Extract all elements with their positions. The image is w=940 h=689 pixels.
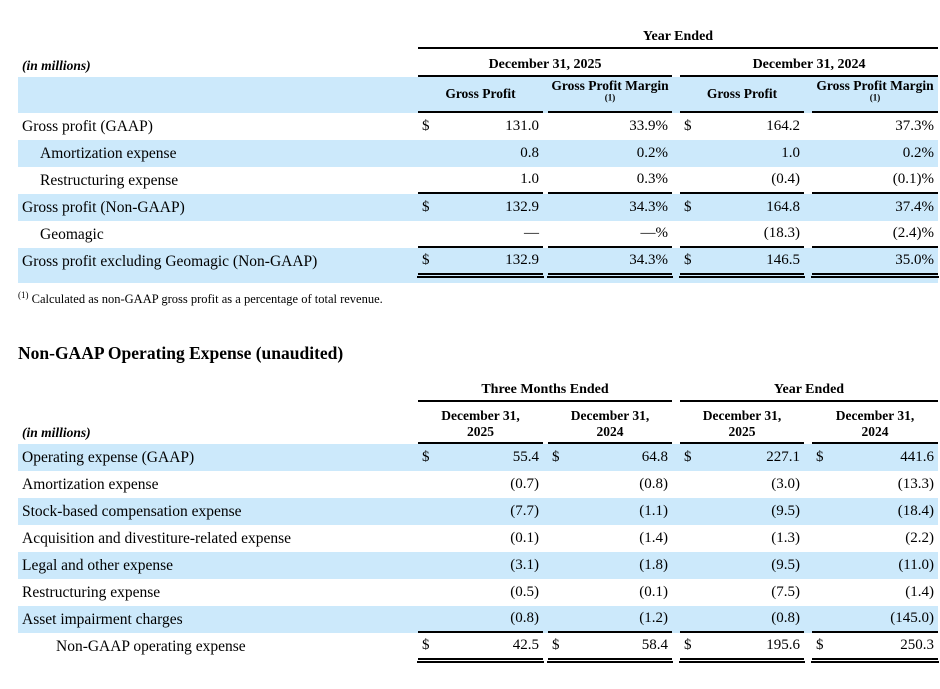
cell-value: (7.5): [771, 584, 800, 601]
cell-value: 132.9: [505, 199, 539, 215]
in-millions-label: (in millions): [22, 58, 91, 73]
date-line2: 2024: [596, 423, 624, 439]
table-row: [18, 194, 938, 221]
currency-symbol: $: [422, 637, 430, 654]
cell-value: 0.8: [520, 145, 539, 161]
date-line2: 2025: [728, 423, 756, 439]
cell-value: —: [524, 225, 539, 241]
table-cell: [548, 167, 672, 194]
span-header-year-ended: Year Ended: [680, 382, 938, 402]
cell-value: 132.9: [505, 252, 539, 268]
footnote: [18, 290, 940, 307]
table-cell: [548, 579, 672, 606]
table-cell: [812, 140, 938, 167]
currency-symbol: $: [684, 637, 692, 654]
table-cell: [812, 579, 938, 606]
currency-symbol: $: [422, 252, 430, 268]
cell-value: (1.2): [639, 610, 668, 627]
cell-value: 42.5: [512, 637, 539, 654]
currency-symbol: $: [816, 637, 824, 654]
table-cell: [680, 579, 804, 606]
table-cell: [418, 633, 543, 660]
cell-value: (1.4): [905, 584, 934, 601]
table-cell: [418, 471, 543, 498]
date-line1: December 31,: [835, 407, 915, 423]
column-header-date: [418, 408, 543, 444]
column-header-label: Gross Profit: [706, 86, 778, 102]
row-label: Stock-based compensation expense: [22, 502, 242, 520]
table-cell: [548, 194, 672, 221]
cell-value: (0.1)%: [892, 171, 934, 187]
table-cell: [812, 444, 938, 471]
cell-value: (1.4): [639, 530, 668, 547]
table-cell: [680, 167, 804, 194]
cell-value: 0.2%: [636, 145, 668, 161]
table-cell: [680, 194, 804, 221]
table-cell: [418, 498, 543, 525]
row-label: Amortization expense: [40, 144, 177, 162]
column-header-gross-profit: [680, 77, 804, 113]
table-cell: [548, 633, 672, 660]
table-row: [18, 444, 938, 471]
row-label: Gross profit excluding Geomagic (Non-GAAP): [22, 252, 318, 270]
footnote-marker: (1): [869, 92, 881, 103]
table-cell: [548, 606, 672, 633]
cell-value: (11.0): [898, 557, 934, 574]
table-cell: [680, 248, 804, 275]
table2-span-header-row: [18, 378, 938, 402]
currency-symbol: $: [422, 118, 430, 134]
cell-value: 195.6: [766, 637, 800, 654]
cell-value: 35.0%: [895, 252, 934, 268]
cell-value: 33.9%: [629, 118, 668, 134]
row-label: Geomagic: [40, 225, 104, 243]
table-row: [18, 471, 938, 498]
row-label: Restructuring expense: [40, 171, 179, 189]
cell-value: (13.3): [897, 476, 934, 493]
cell-value: 164.8: [766, 199, 800, 215]
column-header-label: Gross Profit: [445, 86, 516, 102]
cell-value: (9.5): [771, 557, 800, 574]
cell-value: (1.3): [771, 530, 800, 547]
currency-symbol: $: [552, 449, 560, 466]
table-cell: [418, 525, 543, 552]
table-cell: [548, 140, 672, 167]
table-cell: [418, 167, 543, 194]
table-cell: [812, 552, 938, 579]
table-cell: [418, 248, 543, 275]
currency-symbol: $: [422, 449, 430, 466]
table-row-total: [18, 248, 938, 283]
table-row: [18, 498, 938, 525]
cell-value: (2.2): [905, 530, 934, 547]
column-header-gross-profit: [418, 77, 543, 113]
row-label: Non-GAAP operating expense: [56, 637, 246, 655]
cell-value: (3.0): [771, 476, 800, 493]
table-cell: [680, 552, 804, 579]
footnote-marker: (1): [604, 92, 616, 103]
row-label: Restructuring expense: [22, 583, 161, 601]
cell-value: —%: [640, 225, 668, 241]
table-cell: [680, 221, 804, 248]
table-cell: [680, 633, 804, 660]
date-line2: 2025: [467, 423, 494, 439]
currency-symbol: $: [816, 449, 824, 466]
cell-value: (18.4): [897, 503, 934, 520]
period-header-2025: December 31, 2025: [418, 57, 672, 77]
cell-value: 34.3%: [629, 252, 668, 268]
table-cell: [418, 221, 543, 248]
cell-value: 34.3%: [629, 199, 668, 215]
table-cell: [680, 498, 804, 525]
row-label: Amortization expense: [22, 475, 159, 493]
cell-value: (0.4): [771, 171, 800, 187]
cell-value: 0.3%: [636, 171, 668, 187]
currency-symbol: $: [684, 252, 692, 268]
table-cell: [548, 221, 672, 248]
table-cell: [680, 444, 804, 471]
span-header-year-ended: Year Ended: [418, 29, 938, 49]
footnote-text: Calculated as non-GAAP gross profit as a percentage of total revenue.: [31, 292, 383, 307]
column-header-label: Gross Profit Margin $^{(1)}$: [551, 78, 669, 103]
table-row: [18, 221, 938, 248]
cell-value: 64.8: [641, 449, 668, 466]
table-cell: [548, 113, 672, 140]
row-label: Asset impairment charges: [22, 610, 183, 628]
column-header-date: [548, 408, 672, 444]
table-cell: [812, 221, 938, 248]
table-cell: [680, 471, 804, 498]
currency-symbol: $: [684, 199, 692, 215]
table-cell: [680, 113, 804, 140]
table-cell: [812, 498, 938, 525]
cell-value: 227.1: [766, 449, 800, 466]
cell-value: (2.4)%: [892, 225, 934, 241]
table-row: [18, 113, 938, 140]
table-cell: [418, 579, 543, 606]
table-cell: [548, 471, 672, 498]
period-header-2024: December 31, 2024: [680, 57, 938, 77]
section-title: Non-GAAP Operating Expense (unaudited): [18, 343, 344, 364]
table-cell: [548, 444, 672, 471]
table-cell: [418, 140, 543, 167]
table-cell: [680, 606, 804, 633]
table1-column-header-row: [18, 77, 938, 113]
table2-column-header-row: [18, 402, 938, 444]
table-cell: [812, 194, 938, 221]
cell-value: 146.5: [766, 252, 800, 268]
row-label: Gross profit (GAAP): [22, 117, 153, 135]
cell-value: (1.8): [639, 557, 668, 574]
table-cell: [548, 525, 672, 552]
table-cell: [812, 525, 938, 552]
table-row: [18, 579, 938, 606]
table-cell: [680, 525, 804, 552]
cell-value: (145.0): [890, 610, 934, 627]
cell-value: 55.4: [512, 449, 539, 466]
table-cell: [548, 248, 672, 275]
table-row: [18, 525, 938, 552]
table-row: [18, 552, 938, 579]
cell-value: (1.1): [639, 503, 668, 520]
cell-value: (3.1): [510, 557, 539, 574]
cell-value: (0.1): [639, 584, 668, 601]
date-line1: December 31,: [570, 407, 650, 423]
in-millions-label: (in millions): [22, 425, 91, 441]
table-cell: [812, 471, 938, 498]
cell-value: (0.8): [771, 610, 800, 627]
cell-value: 0.2%: [902, 145, 934, 161]
cell-value: (7.7): [510, 503, 539, 520]
date-line1: December 31,: [702, 407, 782, 423]
cell-value: 37.3%: [895, 118, 934, 134]
table-cell: [418, 552, 543, 579]
cell-value: 37.4%: [895, 199, 934, 215]
cell-value: 131.0: [505, 118, 539, 134]
span-header-three-months-ended: Three Months Ended: [418, 382, 672, 402]
row-label: Legal and other expense: [22, 556, 174, 574]
cell-value: 1.0: [520, 171, 539, 187]
table-cell: [418, 606, 543, 633]
table-cell: [418, 444, 543, 471]
cell-value: 250.3: [900, 637, 934, 654]
cell-value: (0.1): [510, 530, 539, 547]
cell-value: (0.8): [639, 476, 668, 493]
table-cell: [812, 167, 938, 194]
row-label: Gross profit (Non-GAAP): [22, 198, 185, 216]
operating-expense-table: [18, 378, 940, 668]
row-label: Operating expense (GAAP): [22, 448, 195, 466]
column-header-gross-profit-margin: [812, 77, 938, 113]
date-line1: December 31,: [441, 407, 520, 423]
date-line2: 2024: [861, 423, 889, 439]
column-header-gross-profit-margin: [548, 77, 672, 113]
currency-symbol: $: [422, 199, 430, 215]
table-cell: [680, 140, 804, 167]
table-row: [18, 167, 938, 194]
table-cell: [812, 113, 938, 140]
table1-span-header-row: [18, 25, 938, 49]
cell-value: 441.6: [900, 449, 934, 466]
row-label: Acquisition and divestiture-related expense: [22, 529, 292, 547]
table-cell: [418, 113, 543, 140]
cell-value: 1.0: [781, 145, 800, 161]
column-header-date: [812, 408, 938, 444]
column-header-label: Gross Profit Margin $^{(1)}$: [816, 78, 934, 103]
table-cell: [548, 498, 672, 525]
table-row-total: [18, 633, 938, 668]
currency-symbol: $: [552, 637, 560, 654]
table-row: [18, 140, 938, 167]
table1-period-header-row: [18, 49, 938, 77]
gross-profit-table: [18, 25, 940, 307]
cell-value: (0.7): [510, 476, 539, 493]
cell-value: (0.8): [510, 610, 539, 627]
cell-value: (0.5): [510, 584, 539, 601]
table-cell: [418, 194, 543, 221]
table-cell: [812, 248, 938, 275]
footnote-marker: (1): [18, 290, 29, 300]
column-header-date: [680, 408, 804, 444]
cell-value: (9.5): [771, 503, 800, 520]
currency-symbol: $: [684, 118, 692, 134]
cell-value: (18.3): [763, 225, 800, 241]
table-cell: [548, 552, 672, 579]
cell-value: 58.4: [641, 637, 668, 654]
table-cell: [812, 606, 938, 633]
table-row: [18, 606, 938, 633]
table-cell: [812, 633, 938, 660]
currency-symbol: $: [684, 449, 692, 466]
cell-value: 164.2: [766, 118, 800, 134]
